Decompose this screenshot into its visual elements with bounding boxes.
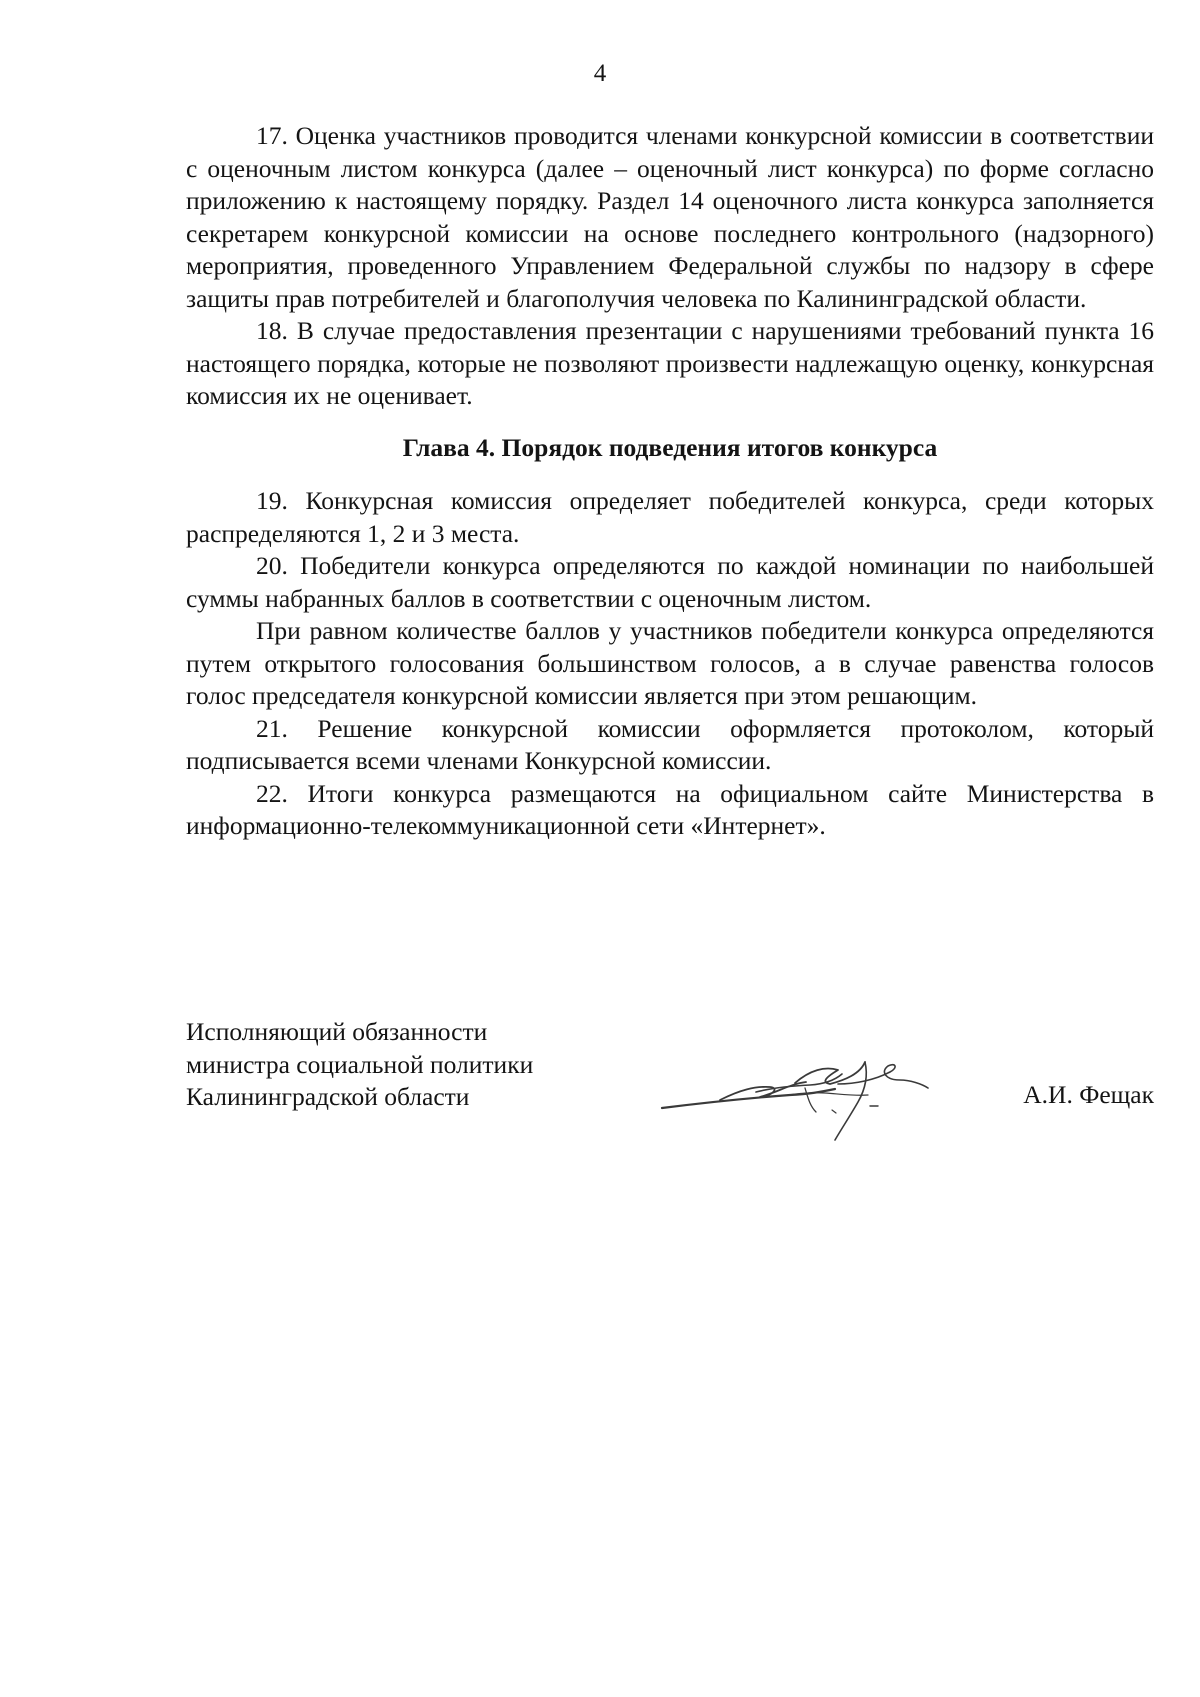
paragraph-18: 18. В случае предоставления презентации с нарушениями требований пункта 16 настоящего порядка, которые не позволяют произвести надлежащую оценку, конкурсная комиссия их не оценивает. (186, 316, 1154, 410)
paragraph-17: 17. Оценка участников проводится членами конкурсной комиссии в соответствии с оценочным листом конкурса (далее – оценочный лист конкурса) по форме согласно приложению к настоящему порядку. Раздел 14 оценочного листа конкурса заполняется секретарем конкурсной комиссии на основе последнего контрольного (надзорного) мероприятия, проведенного Управлением Федеральной службы по надзору в сфере защиты прав потребителей и благополучия человека по Калининградской области. (186, 121, 1154, 313)
signer-position-line: Исполняющий обязанности (186, 1017, 488, 1046)
signer-position-line: Калининградской области (186, 1082, 470, 1111)
paragraph-22: 22. Итоги конкурса размещаются на официальном сайте Министерства в информационно-телекоммуникационной сети «Интернет». (186, 778, 1154, 840)
paragraph-20: 20. Победители конкурса определяются по каждой номинации по наибольшей суммы набранных баллов в соответствии с оценочным листом. (186, 551, 1154, 613)
signer-position (186, 1016, 533, 1114)
chapter-4-heading: Глава 4. Порядок подведения итогов конкурса (402, 432, 938, 462)
signer-position-line: министра социальной политики (186, 1049, 534, 1079)
document-body (186, 120, 1154, 843)
paragraph-19: 19. Конкурсная комиссия определяет победителей конкурса, среди которых распределяются 1, 2 и 3 места. (186, 486, 1154, 548)
handwritten-signature (660, 1040, 950, 1150)
signer-name: А.И. Фещак (1023, 1080, 1154, 1109)
paragraph-20-continued: При равном количестве баллов у участников победители конкурса определяются путем открытого голосования большинством голосов, а в случае равенства голосов голос председателя конкурсной комиссии является при этом решающим. (186, 616, 1154, 710)
page-number: 4 (593, 60, 607, 87)
paragraph-21: 21. Решение конкурсной комиссии оформляется протоколом, который подписывается всеми членами Конкурсной комиссии. (186, 713, 1154, 775)
